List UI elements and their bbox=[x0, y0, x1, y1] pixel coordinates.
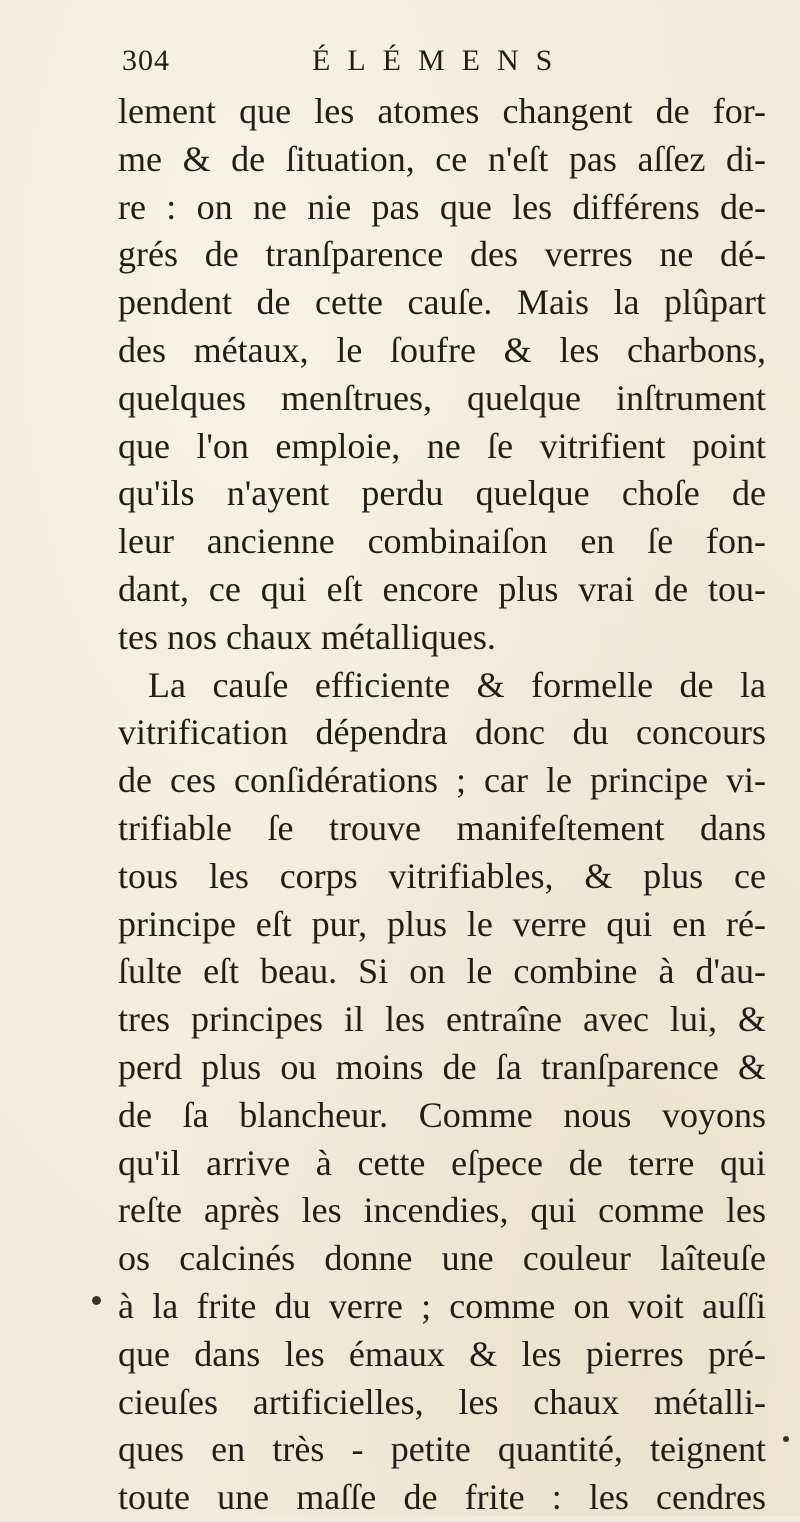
text-line: lement que les atomes changent de for- bbox=[118, 91, 766, 131]
text-line: pendent de cette cauſe. Mais la plûpart bbox=[118, 282, 766, 323]
text-line: toute une maſſe de frite : les cendres bbox=[118, 1477, 766, 1518]
ink-spot bbox=[92, 1296, 101, 1305]
text-line: re : on ne nie pas que les différens de- bbox=[118, 186, 766, 227]
page-number: 304 bbox=[122, 44, 170, 77]
ink-spot bbox=[783, 1436, 789, 1442]
text-line: vitrification dépendra donc du concours bbox=[118, 712, 766, 753]
text-line: tres principes il les entraîne avec lui, & bbox=[118, 999, 766, 1040]
text-line: de ſa blancheur. Comme nous voyons bbox=[118, 1094, 766, 1135]
text-line: leur ancienne combinaiſon en ſe fon- bbox=[118, 521, 766, 562]
text-line: des métaux, le ſoufre & les charbons, bbox=[118, 329, 766, 370]
paragraph-start-line: La cauſe efficiente & formelle de la bbox=[148, 664, 766, 705]
text-line: tes nos chaux métalliques. bbox=[118, 616, 496, 657]
text-line: principe eſt pur, plus le verre qui en ré- bbox=[118, 903, 766, 944]
text-line: ſulte eſt beau. Si on le combine à d'au- bbox=[118, 951, 766, 992]
text-line: grés de tranſparence des verres ne dé- bbox=[118, 234, 766, 275]
body-text bbox=[118, 88, 766, 1522]
text-line: de ces conſidérations ; car le principe vi- bbox=[118, 760, 766, 801]
text-line: à la frite du verre ; comme on voit auſſi bbox=[118, 1285, 766, 1326]
text-line: que dans les émaux & les pierres pré- bbox=[118, 1333, 766, 1374]
running-title: ÉLÉMENS bbox=[312, 44, 570, 77]
text-line: trifiable ſe trouve manifeſtement dans bbox=[118, 807, 766, 848]
text-line: qu'ils n'ayent perdu quelque choſe de bbox=[118, 473, 766, 514]
text-line: cieuſes artificielles, les chaux métalli- bbox=[118, 1381, 766, 1422]
text-line: ques en très - petite quantité, teignent bbox=[118, 1429, 766, 1470]
running-head bbox=[122, 44, 642, 88]
text-line: reſte après les incendies, qui comme les bbox=[118, 1190, 766, 1231]
text-line: me & de ſituation, ce n'eſt pas aſſez di- bbox=[118, 138, 766, 179]
text-line: tous les corps vitrifiables, & plus ce bbox=[118, 855, 766, 896]
text-line: os calcinés donne une couleur laîteuſe bbox=[118, 1238, 766, 1279]
text-line: perd plus ou moins de ſa tranſparence & bbox=[118, 1046, 766, 1087]
text-line: que l'on emploie, ne ſe vitrifient point bbox=[118, 425, 766, 466]
text-line: quelques menſtrues, quelque inſtrument bbox=[118, 377, 766, 418]
text-line: qu'il arrive à cette eſpece de terre qui bbox=[118, 1142, 766, 1183]
text-line: dant, ce qui eſt encore plus vrai de tou- bbox=[118, 568, 766, 609]
